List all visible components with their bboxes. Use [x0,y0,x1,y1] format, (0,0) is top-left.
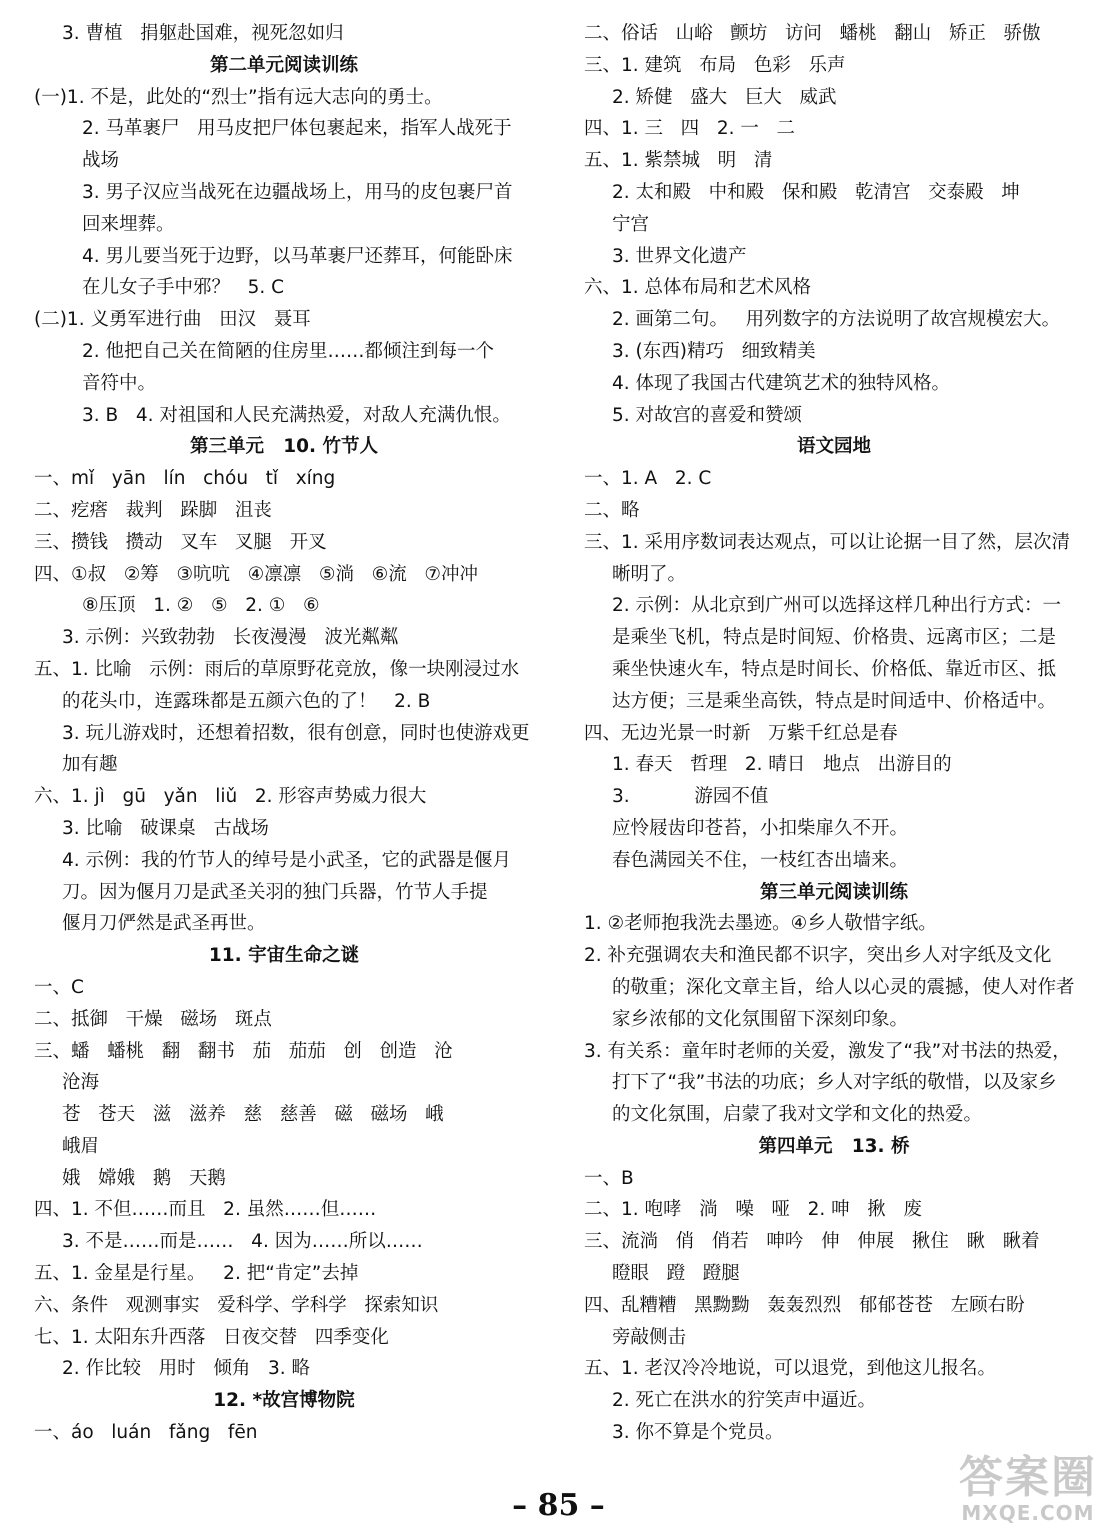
section-heading: 12. *故宫博物院 [213,1390,355,1412]
answer-line: 1. ②老师抱我洗去墨迹。④乡人敬惜字纸。 [584,913,937,935]
answer-line: 2. 补充强调农夫和渔民都不识字，突出乡人对字纸及文化 [584,945,1052,967]
answer-line: 四、1. 三 四 2. 一 二 [584,118,795,140]
answer-line: 3. 比喻 破课桌 古战场 [62,817,269,839]
answer-line: 三、流淌 俏 俏若 呻吟 伸 伸展 揪住 瞅 瞅着 [584,1231,1040,1253]
answer-line: 2. 死亡在洪水的狞笑声中逼近。 [612,1390,877,1412]
answer-line: 3. 曹植 捐躯赴国难，视死忽如归 [62,23,344,44]
answer-line: 春色满园关不住，一枝红杏出墙来。 [612,849,909,871]
section-heading: 11. 宇宙生命之谜 [208,945,360,967]
answer-line: 乘坐快速火车，特点是时间长、价格低、靠近市区、抵 [612,658,1057,680]
answer-line: 4. 体现了我国古代建筑艺术的独特风格。 [612,372,951,394]
answer-line: 4. 男儿要当死于边野，以马革裹尸还葬耳，何能卧床 [82,245,513,267]
answer-line: 5. 对故宫的喜爱和赞颂 [612,404,803,426]
answer-line: (二)1. 义勇军进行曲 田汉 聂耳 [34,309,311,331]
answer-line: 一、B [584,1167,634,1189]
answer-line: 3. 示例：兴致勃勃 长夜漫漫 波光粼粼 [62,627,399,649]
answer-line: 2. 马革裹尸 用马皮把尸体包裹起来，指军人战死于 [82,118,512,140]
answer-line: 四、1. 不但……而且 2. 虽然……但…… [34,1199,377,1221]
watermark-logo [953,1454,1103,1524]
answer-line: 应怜屐齿印苍苔，小扣柴扉久不开。 [612,817,909,839]
answer-line: 宁宫 [612,213,650,235]
answer-line: 战场 [82,150,120,172]
answer-line: 三、1. 建筑 布局 色彩 乐声 [584,54,846,76]
answer-line: 三、1. 采用序数词表达观点，可以让论据一目了然，层次清 [584,531,1071,553]
answer-line: 瞪眼 蹬 蹬腿 [612,1263,740,1285]
answer-line: 3. 你不算是个党员。 [612,1422,784,1444]
answer-line: 2. 太和殿 中和殿 保和殿 乾清宫 交泰殿 坤 [612,181,1020,203]
answer-line: 的文化氛围，启蒙了我对文学和文化的热爱。 [612,1104,983,1126]
answer-line: 3. 世界文化遗产 [612,245,747,267]
answer-line: 偃月刀俨然是武圣再世。 [62,913,266,935]
right-answer-column [584,18,1084,1449]
answer-line: 二、略 [584,499,640,521]
answer-line: 四、①叔 ②筹 ③吭吭 ④凛凛 ⑤淌 ⑥流 ⑦冲冲 [34,563,478,585]
answer-line: 六、1. 总体布局和艺术风格 [584,277,812,299]
answer-line: 七、1. 太阳东升西落 日夜交替 四季变化 [34,1326,389,1348]
answer-line: 3. 有关系：童年时老师的关爱，激发了“我”对书法的热爱， [584,1040,1071,1062]
answer-line: 3. (东西)精巧 细致精美 [612,340,816,362]
answer-line: 打下了“我”书法的功底；乡人对字纸的敬惜，以及家乡 [612,1072,1057,1094]
answer-line: 2. 矫健 盛大 巨大 威武 [612,86,837,108]
answer-line: 3. 玩儿游戏时，还想着招数，很有创意，同时也使游戏更 [62,722,530,744]
answer-line: 苍 苍天 滋 滋养 慈 慈善 磁 磁场 峨 [62,1104,444,1126]
answer-line: 2. 作比较 用时 倾角 3. 略 [62,1358,310,1380]
answer-line: 沧海 [62,1072,100,1094]
answer-line: 加有趣 [62,754,118,776]
answer-line: 五、1. 比喻 示例：雨后的草原野花竞放，像一块刚浸过水 [34,658,520,680]
answer-line: 五、1. 紫禁城 明 清 [584,150,773,172]
section-heading: 第三单元阅读训练 [759,881,908,903]
answer-line: 一、mǐ yān lín chóu tǐ xíng [34,468,336,490]
section-heading: 语文园地 [796,436,871,458]
answer-line: 2. 他把自己关在简陋的住房里……都倾注到每一个 [82,340,495,362]
answer-line: 3. 男子汉应当战死在边疆战场上，用马的皮包裹尸首 [82,181,513,203]
answer-line: 晰明了。 [612,563,687,585]
answer-line: 六、条件 观测事实 爱科学、学科学 探索知识 [34,1294,439,1316]
answer-line: 五、1. 老汉冷冷地说，可以退党，到他这儿报名。 [584,1358,997,1380]
answer-line: 二、俗话 山峪 颤坊 访问 蟠桃 翻山 矫正 骄傲 [584,23,1041,44]
answer-line: ⑧压顶 1. ② ⑤ 2. ① ⑥ [82,595,320,617]
answer-line: 3. 游园不值 [612,786,769,808]
section-heading: 第四单元 13. 桥 [758,1135,910,1157]
answer-line: 4. 示例：我的竹节人的绰号是小武圣，它的武器是偃月 [62,849,512,871]
answer-line: 1. 春天 哲理 2. 晴日 地点 出游目的 [612,754,952,776]
answer-line: 家乡浓郁的文化氛围留下深刻印象。 [612,1008,909,1030]
page-number: – 85 – [512,1488,605,1523]
answer-line: 四、乱糟糟 黑黝黝 轰轰烈烈 郁郁苍苍 左顾右盼 [584,1294,1025,1316]
answer-line: 2. 画第二句。 用列数字的方法说明了故宫规模宏大。 [612,309,1061,331]
answer-line: 的花头巾，连露珠都是五颜六色的了！ 2. B [62,690,431,712]
answer-line: 刀。因为偃月刀是武圣关羽的独门兵器，竹节人手提 [62,881,488,903]
answer-line: 三、攒钱 攒动 叉车 叉腿 开叉 [34,531,327,553]
left-answer-column [34,18,534,1449]
answer-line: 四、无边光景一时新 万紫千红总是春 [584,722,898,744]
answer-line: 峨眉 [62,1135,100,1157]
answer-line: 娥 嫦娥 鹅 天鹅 [62,1167,226,1189]
section-heading: 第三单元 10. 竹节人 [189,436,379,458]
answer-line: 在儿女子手中邪？ 5. C [82,277,285,299]
answer-line: 3. 不是……而是…… 4. 因为……所以…… [62,1231,423,1253]
answer-line: 一、C [34,976,84,998]
answer-line: 达方便；三是乘坐高铁，特点是时间适中、价格适中。 [612,690,1057,712]
watermark-title: 答案圈 [959,1452,1097,1503]
watermark-url: MXQE.COM [961,1501,1095,1525]
answer-line: 回来埋葬。 [82,213,175,235]
answer-line: 二、1. 咆哮 淌 噪 哑 2. 呻 揪 废 [584,1199,922,1221]
answer-line: 一、áo luán fǎng fēn [34,1422,258,1444]
answer-line: 二、抵御 干燥 磁场 斑点 [34,1008,272,1030]
answer-line: 的敬重；深化文章主旨，给人以心灵的震撼，使人对作者 [612,976,1075,998]
answer-line: 六、1. jì gū yǎn liǔ 2. 形容声势威力很大 [34,786,427,808]
answer-line: 3. B 4. 对祖国和人民充满热爱，对敌人充满仇恨。 [82,404,511,426]
answer-line: 一、1. A 2. C [584,468,712,490]
answer-line: 是乘坐飞机，特点是时间短、价格贵、远离市区；二是 [612,627,1057,649]
answer-line: 三、蟠 蟠桃 翻 翻书 茄 茄茄 创 创造 沧 [34,1040,453,1062]
answer-line: 2. 示例：从北京到广州可以选择这样几种出行方式：一 [612,595,1062,617]
section-heading: 第二单元阅读训练 [209,54,358,76]
answer-line: 音符中。 [82,372,157,394]
answer-line: 二、疙瘩 裁判 跺脚 沮丧 [34,499,272,521]
answer-line: (一)1. 不是，此处的“烈士”指有远大志向的勇士。 [34,86,443,108]
answer-line: 五、1. 金星是行星。 2. 把“肯定”去掉 [34,1263,359,1285]
answer-line: 旁敲侧击 [612,1326,687,1348]
